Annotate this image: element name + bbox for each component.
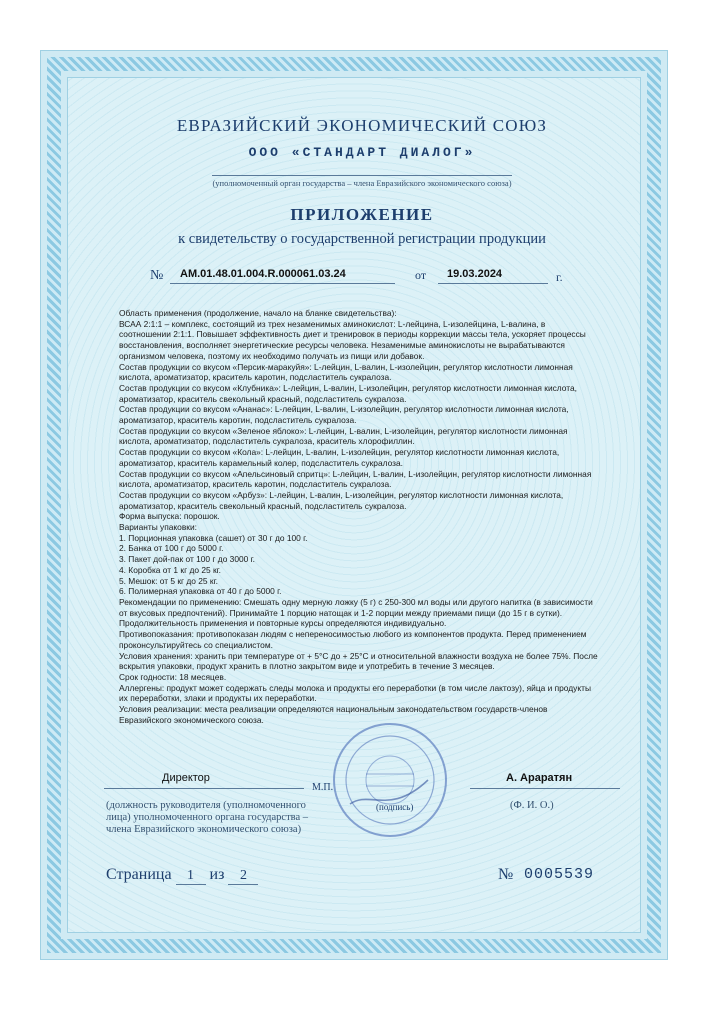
body-line: Варианты упаковки: <box>119 522 197 533</box>
page-counter <box>106 866 258 885</box>
registration-number-label: № <box>150 268 164 283</box>
signer-position: Директор <box>162 772 210 784</box>
body-line: Состав продукции со вкусом «Кола»: L-лейцин, L-валин, L-изолейцин, регулятор кислотности лимонная кислота, ароматизатор, краситель карамельный колер, подсластитель сукралоза. <box>119 447 560 468</box>
body-line: 1. Порционная упаковка (сашет) от 30 г до 100 г. <box>119 532 308 543</box>
body-line: Состав продукции со вкусом «Апельсиновый спритц»: L-лейцин, L-валин, L-изолейцин, регулятор кислотности лимонная кислота, ароматизатор, краситель каротин, подсластитель сукралоза. <box>119 468 592 490</box>
registration-date-underline <box>438 283 548 284</box>
registration-date-label: от <box>415 268 427 282</box>
registration-number-underline <box>170 283 395 284</box>
body-line: Состав продукции со вкусом «Персик-маракуйя»: L-лейцин, L-валин, L-изолейцин, регулятор кислотности лимонная кислота, ароматизатор, краситель каротин, подсластитель сукралоза. <box>119 361 573 383</box>
body-line: Состав продукции со вкусом «Зеленое яблоко»: L-лейцин, L-валин, L-изолейцин, регулятор кислотности лимонная кислота, ароматизатор, подсластитель сукралоза, краситель хлорофиллин. <box>119 425 568 447</box>
body-line: Аллергены: продукт может содержать следы молока и продукты его переработки (в том числе лактозу), яйца и продукты их переработки, злаки и продукты их переработки. <box>119 682 591 704</box>
body-line: Условия реализации: места реализации определяются национальным законодательством государств-членов Евразийского экономического союза. <box>119 704 548 725</box>
page-current: 1 <box>176 868 206 885</box>
position-note: (должность руководителя (уполномоченного лица) уполномоченного органа государства – члена Евразийского экономического союза) <box>106 800 309 835</box>
year-suffix: г. <box>556 270 563 284</box>
official-stamp-icon <box>330 720 450 840</box>
signer-name: А. Араратян <box>506 772 573 784</box>
organization-note: (уполномоченный орган государства – члена Евразийского экономического союза) <box>212 178 512 188</box>
document-subtitle: к свидетельству о государственной регистрации продукции <box>178 231 546 247</box>
union-title: ЕВРАЗИЙСКИЙ ЭКОНОМИЧЕСКИЙ СОЮЗ <box>176 116 548 135</box>
signer-name-underline <box>470 788 620 789</box>
body-line: Состав продукции со вкусом «Арбуз»: L-лейцин, L-валин, L-изолейцин, регулятор кислотности лимонная кислота, ароматизатор, краситель свекольный красный, подсластитель сукралоза. <box>119 489 564 511</box>
body-line: Состав продукции со вкусом «Ананас»: L-лейцин, L-валин, L-изолейцин, регулятор кислотности лимонная кислота, ароматизатор, краситель каротин, подсластитель сукралоза. <box>119 404 569 426</box>
body-line: 4. Коробка от 1 кг до 25 кг. <box>119 564 221 575</box>
signature-note: (подпись) <box>376 802 414 812</box>
signer-position-underline <box>104 788 304 789</box>
body-line: Форма выпуска: порошок. <box>119 511 220 522</box>
page-total: 2 <box>228 868 258 885</box>
certificate-body <box>119 308 599 725</box>
body-line: Противопоказания: противопоказан людям с непереносимостью любого из компонентов продукта. Перед применением проконсультируйтесь со специалистом. <box>119 629 587 650</box>
body-line: Состав продукции со вкусом «Клубника»: L-лейцин, L-валин, L-изолейцин, регулятор кислотности лимонная кислота, ароматизатор, краситель свекольный красный, подсластитель сукралоза. <box>119 382 577 404</box>
stamp-place-label: М.П. <box>312 782 334 793</box>
page-label: Страница <box>106 866 172 883</box>
body-line: 5. Мешок: от 5 кг до 25 кг. <box>119 575 218 586</box>
body-line: Область применения (продолжение, начало на бланке свидетельства): <box>119 308 397 318</box>
body-line: 3. Пакет дой-пак от 100 г до 3000 г. <box>119 554 255 565</box>
body-line: 2. Банка от 100 г до 5000 г. <box>119 543 224 554</box>
organization-name: ООО «СТАНДАРТ ДИАЛОГ» <box>248 145 476 160</box>
registration-number: AM.01.48.01.004.R.000061.03.24 <box>180 268 346 280</box>
registration-date: 19.03.2024 <box>447 268 503 280</box>
document-title: ПРИЛОЖЕНИЕ <box>290 205 434 224</box>
body-line: Срок годности: 18 месяцев. <box>119 671 227 682</box>
page-of-label: из <box>209 866 225 883</box>
body-line: 6. Полимерная упаковка от 40 г до 5000 г. <box>119 586 282 597</box>
serial-label: № <box>498 866 514 883</box>
body-line: Условия хранения: хранить при температуре от + 5°С до + 25°С и относительной влажности воздуха не более 75%. После вскрытия упаковки, продукт хранить в плотно закрытом виде и употребить в течение 3 месяцев. <box>119 650 598 672</box>
organization-underline <box>212 175 512 176</box>
body-line: ВСАА 2:1:1 – комплекс, состоящий из трех незаменимых аминокислот: L-лейцина, L-изолейцина, L-валина, в соотношении 2:1:1. Повышает эффективность диет и тренировок в периоды коррекции массы тела, ускоряет процессы восстановления, восполняет энергетические ресурсы человека. Незаменимые аминокислоты не вырабатываются организмом человека, поэтому их необходимо получать из пищи или добавок. <box>119 318 586 361</box>
body-line: Рекомендации по применению: Смешать одну мерную ложку (5 г) с 250-300 мл воды или другого напитка (в зависимости от вкусовых предпочтений). Принимайте 1 порцию натощак и 1-2 порции между приемами пищи (до 15 г в сутки). Продолжительность применения и повторные курсы определяются индивидуально. <box>119 596 593 629</box>
serial-number: 0005539 <box>524 866 595 883</box>
name-note: (Ф. И. О.) <box>510 800 554 811</box>
